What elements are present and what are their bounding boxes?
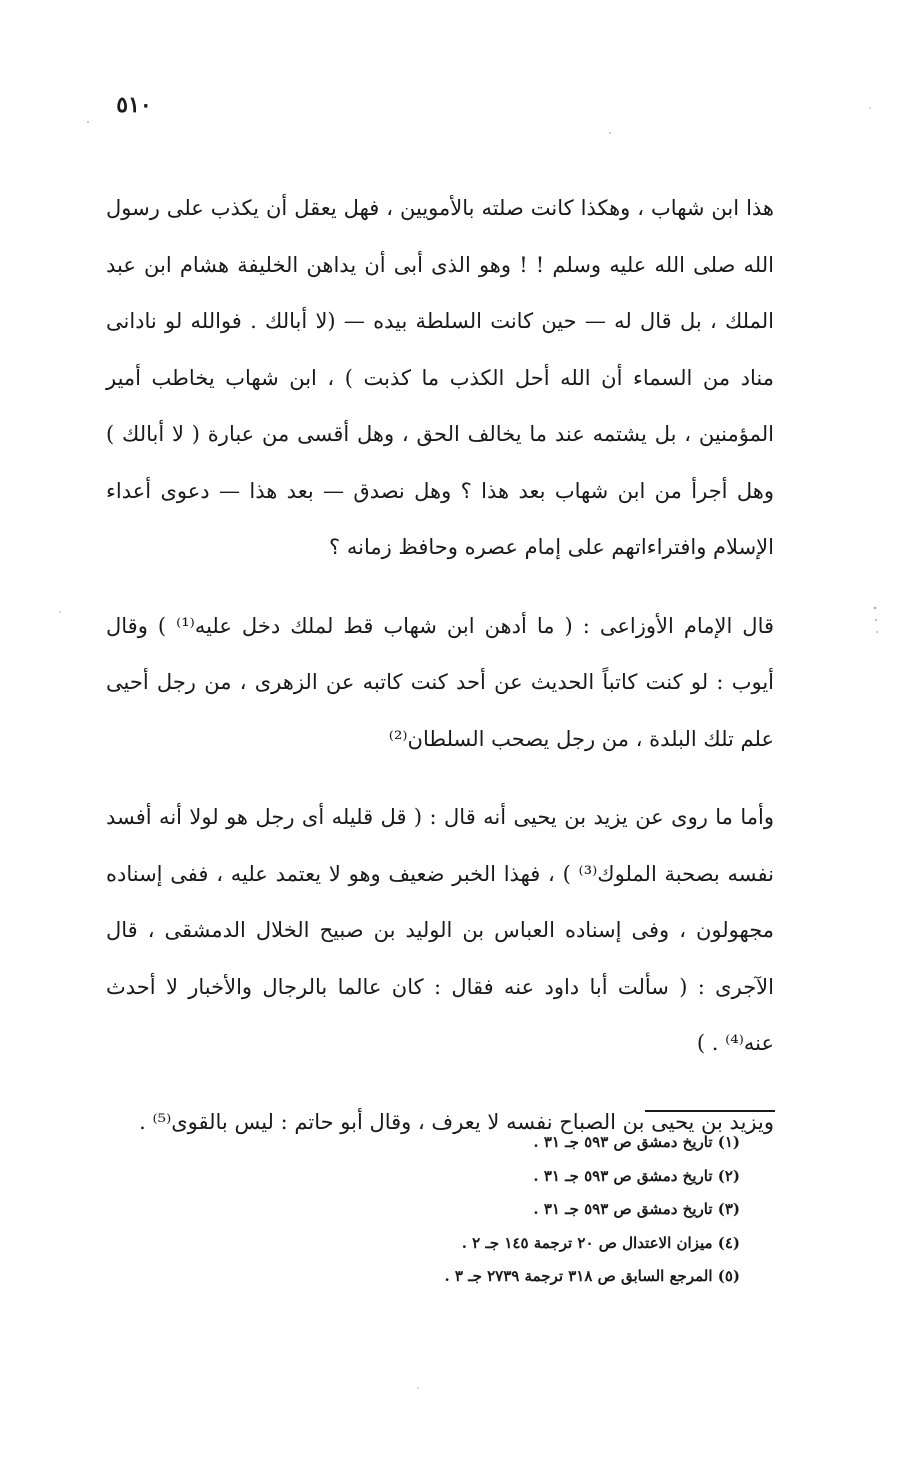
footnote-5: (٥) المرجع السابق ص ٣١٨ ترجمة ٢٧٣٩ جـ ٣ . xyxy=(444,1267,740,1285)
footnotes xyxy=(300,1126,740,1294)
footnote-3: (٣) تاريخ دمشق ص ٥٩٣ جـ ٣١ . xyxy=(533,1200,740,1218)
footnote-4: (٤) ميزان الاعتدال ص ٢٠ ترجمة ١٤٥ جـ ٢ . xyxy=(461,1233,740,1252)
paragraph-yazid: وأما ما روى عن يزيد بن يحيى أنه قال : ( قل قليله أى رجل هو لولا أنه أفسد نفسه بصحبة الملوك⁽³⁾ ) ، فهذا الخبر ضعيف وهو لا يعتمد عليه ، ففى إسناده مجهولون ، وفى إسناده العباس بن الوليد بن صبيح الخلال الدمشقى ، قال الآجرى : ( سألت أبا داود عنه فقال : كان عالما بالرجال والأخبار لا أحدث عنه⁽⁴⁾ . ) xyxy=(106,805,774,1055)
page-number: ٥١٠ xyxy=(116,92,152,118)
footnote-1: (١) تاريخ دمشق ص ٥٩٣ جـ ٣١ . xyxy=(533,1133,740,1151)
main-text xyxy=(106,180,774,1150)
footnote-divider xyxy=(645,1110,775,1112)
paragraph-abu-hatim: ويزيد بن يحيى بن الصباح نفسه لا يعرف ، وقال أبو حاتم : ليس بالقوى⁽⁵⁾ . xyxy=(139,1109,774,1134)
paragraph-ibn-shihab: هذا ابن شهاب ، وهكذا كانت صلته بالأمويين ، فهل يعقل أن يكذب على رسول الله صلى الله عليه وسلم ! ! وهو الذى أبى أن يداهن الخليفة هشام ابن عبد الملك ، بل قال له — حين كانت السلطة بيده — (لا أبالك . فوالله لو نادانى مناد من السماء أن الله أحل الكذب ما كذبت ) ، ابن شهاب يخاطب أمير المؤمنين ، بل يشتمه عند ما يخالف الحق ، وهل أقسى من عبارة ( لا أبالك ) وهل أجرأ من ابن شهاب بعد هذا ؟ وهل نصدق — بعد هذا — دعوى أعداء الإسلام وافتراءاتهم على إمام عصره وحافظ زمانه ؟ xyxy=(106,196,774,559)
paragraph-awzai: قال الإمام الأوزاعى : ( ما أدهن ابن شهاب قط لملك دخل عليه⁽¹⁾ ) وقال أيوب : لو كنت كاتباً الحديث عن أحد كنت كاتبه عن الزهرى ، من رجل أحيى علم تلك البلدة ، من رجل يصحب السلطان⁽²⁾ xyxy=(106,613,775,751)
footnote-2: (٢) تاريخ دمشق ص ٥٩٣ جـ ٣١ . xyxy=(533,1166,740,1185)
